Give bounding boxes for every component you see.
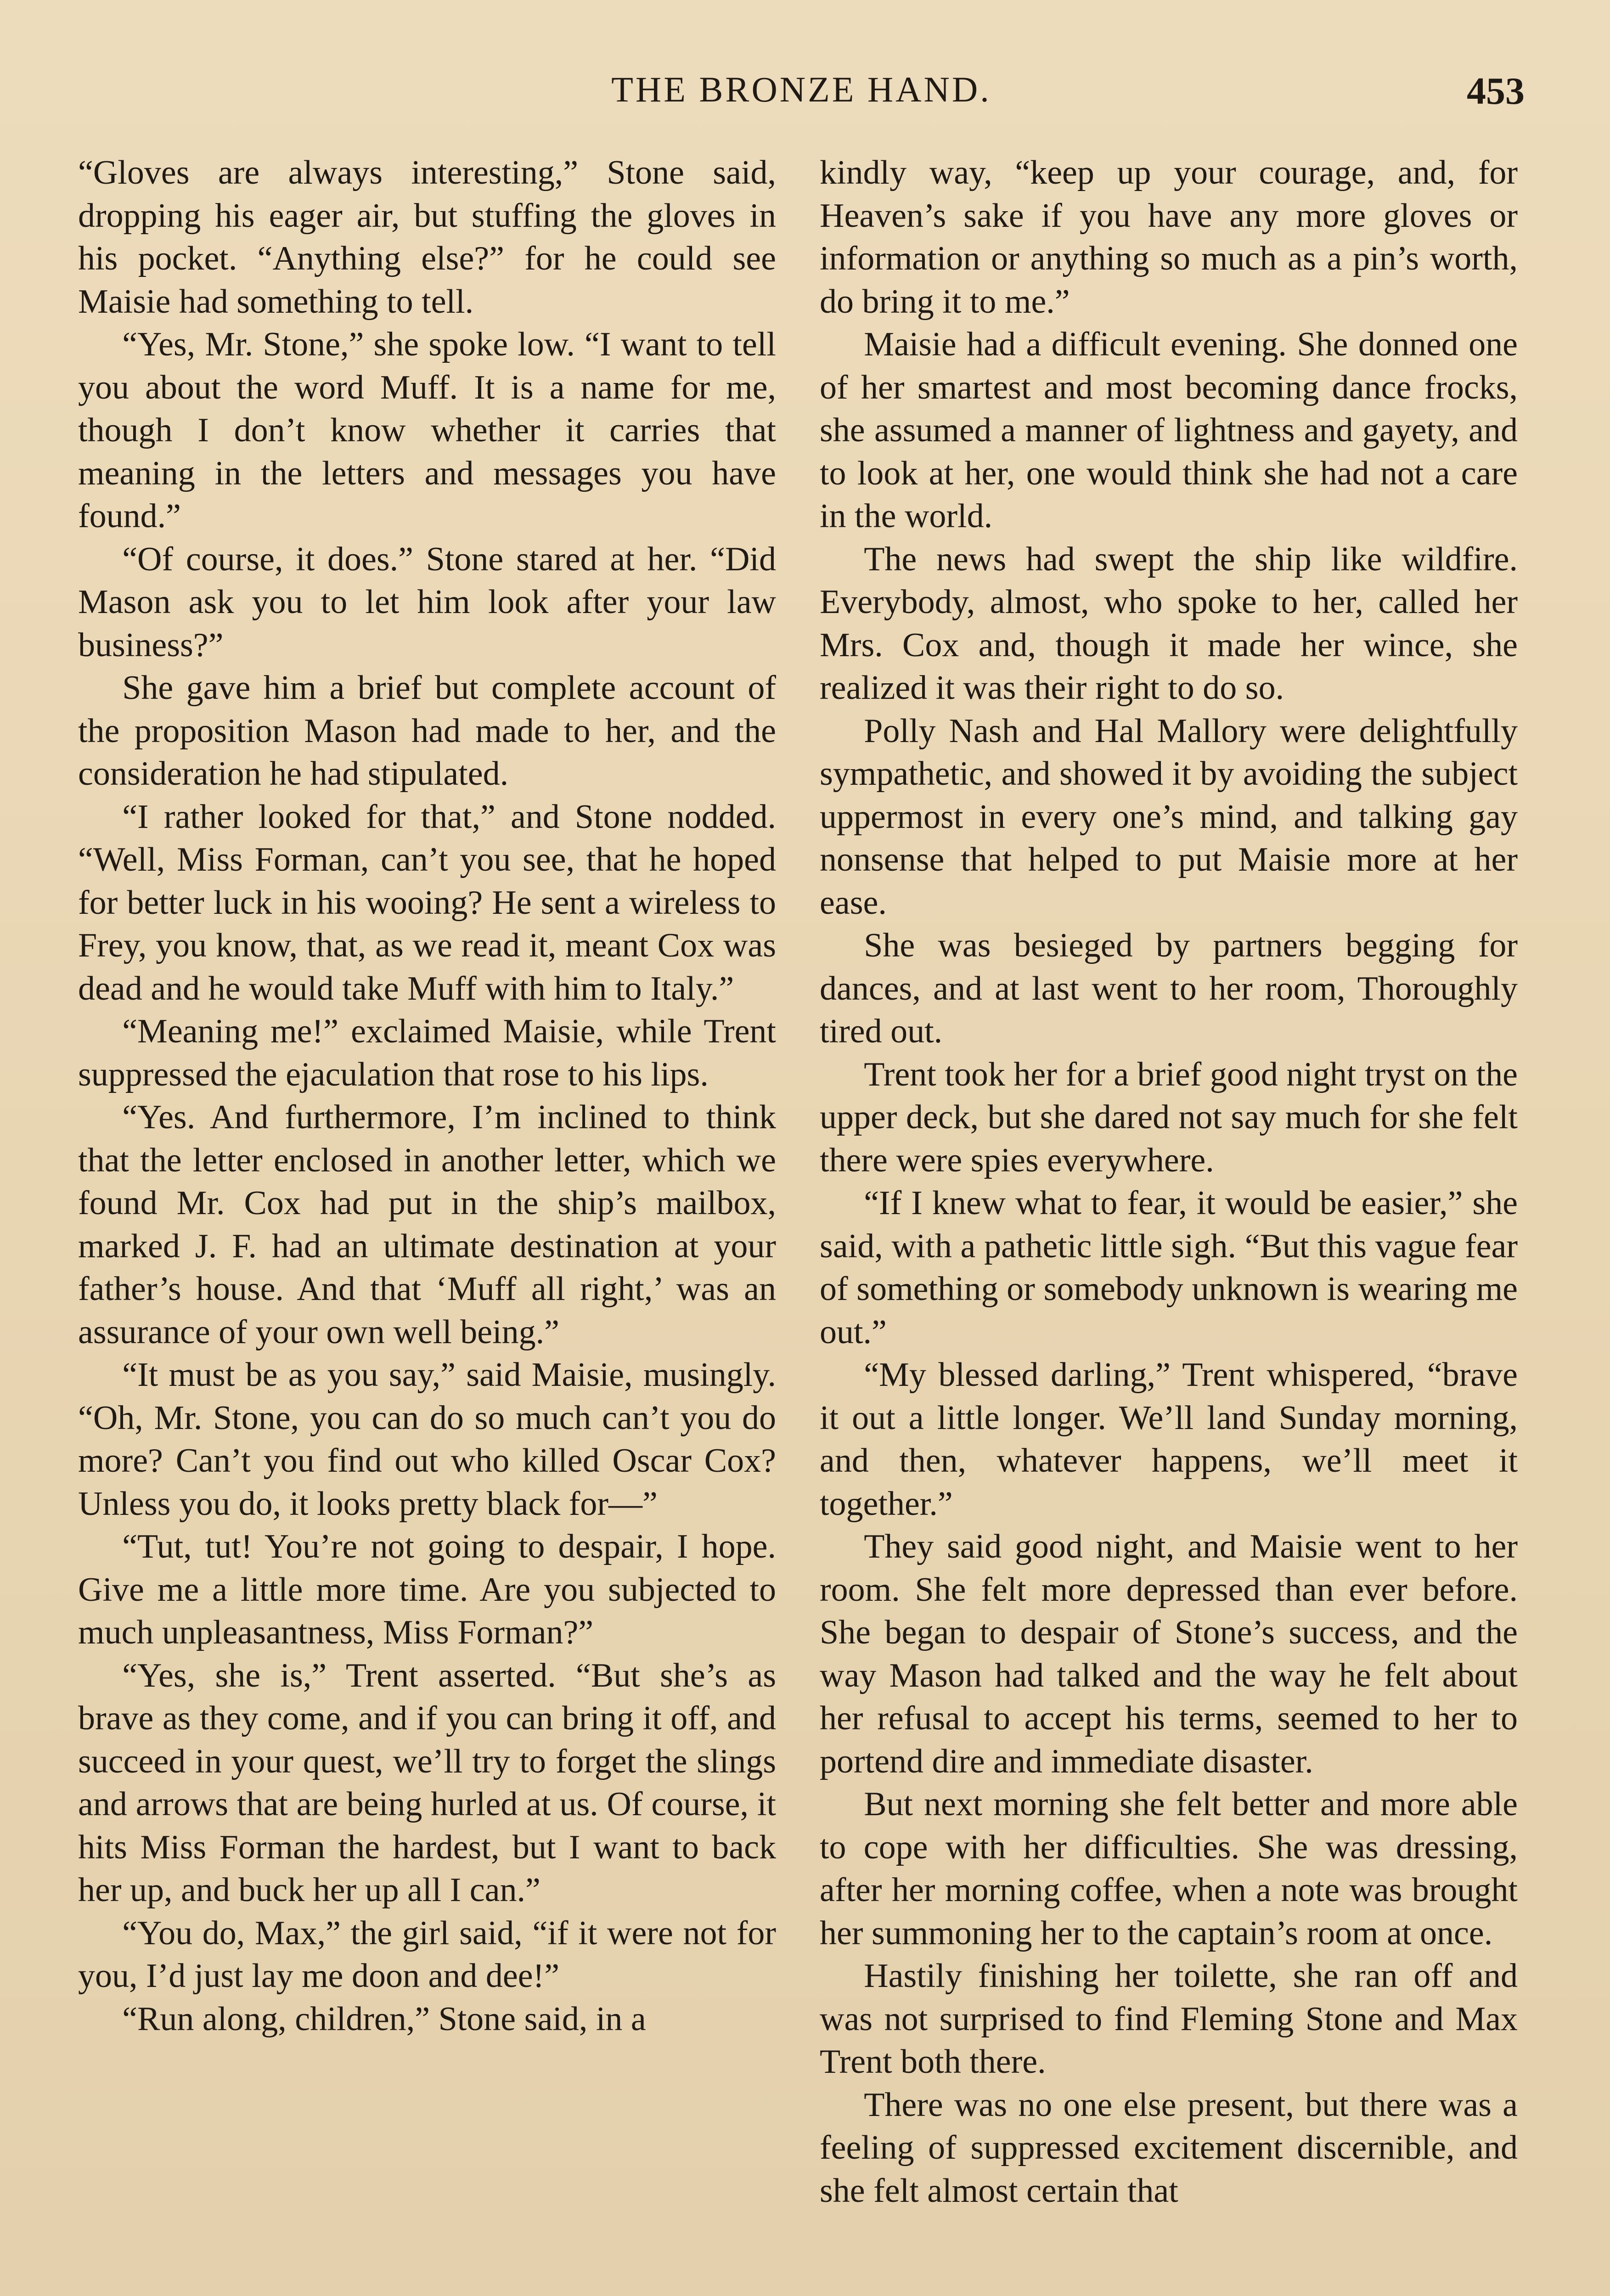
- paragraph: She was besieged by partners begging for dances, and at last went to her room, Thoroughly tired out.: [820, 927, 1518, 1050]
- paragraph: “Yes, she is,” Trent asserted. “But she’s as brave as they come, and if you can bring it off, and succeed in your quest, we’ll try to forget the slings and arrows that are being hurled at us. Of course, it hits Miss Forman the hardest, but I want to back her up, and buck her up all I can.”: [78, 1656, 776, 1909]
- paragraph: There was no one else present, but there was a feeling of suppressed excitement discernible, and she felt almost certain that: [820, 2086, 1518, 2210]
- page-header: [78, 69, 1525, 119]
- paragraph: “Gloves are always interesting,” Stone said, dropping his eager air, but stuffing the gloves in his pocket. “Anything else?” for he could see Maisie had something to tell.: [78, 154, 776, 321]
- paragraph: “Tut, tut! You’re not going to despair, I hope. Give me a little more time. Are you subjected to much unpleasantness, Miss Forman?”: [78, 1528, 776, 1651]
- paragraph: They said good night, and Maisie went to her room. She felt more depressed than ever before. She began to despair of Stone’s success, and the way Mason had talked and the way he felt about her refusal to accept his terms, seemed to her to portend dire and immediate disaster.: [820, 1528, 1518, 1780]
- paragraph: “My blessed darling,” Trent whispered, “brave it out a little longer. We’ll land Sunday morning, and then, whatever happens, we’ll meet it together.”: [820, 1356, 1518, 1523]
- left-text-column: [78, 152, 776, 2296]
- page-number: 453: [1467, 70, 1525, 113]
- paragraph: The news had swept the ship like wildfire. Everybody, almost, who spoke to her, called her Mrs. Cox and, though it made her wince, she realized it was their right to do so.: [820, 540, 1518, 707]
- paragraph: Maisie had a difficult evening. She donned one of her smartest and most becoming dance frocks, she assumed a manner of lightness and gayety, and to look at her, one would think she had not a care in the world.: [820, 326, 1518, 535]
- paragraph: “You do, Max,” the girl said, “if it were not for you, I’d just lay me doon and dee!”: [78, 1914, 776, 1995]
- paragraph: “Run along, children,” Stone said, in a: [122, 2000, 646, 2038]
- paragraph: “If I knew what to fear, it would be easier,” she said, with a pathetic little sigh. “But this vague fear of something or somebody unknown is wearing me out.”: [820, 1184, 1518, 1351]
- paragraph: Hastily finishing her toilette, she ran off and was not surprised to find Fleming Stone and Max Trent both there.: [820, 1957, 1518, 2081]
- running-title: THE BRONZE HAND.: [611, 69, 991, 109]
- right-text-column: [820, 152, 1518, 2296]
- paragraph: “Meaning me!” exclaimed Maisie, while Trent suppressed the ejaculation that rose to his lips.: [78, 1013, 776, 1093]
- paragraph: Polly Nash and Hal Mallory were delightfully sympathetic, and showed it by avoiding the subject uppermost in every one’s mind, and talking gay nonsense that helped to put Maisie more at her ease.: [820, 712, 1518, 922]
- paragraph: “I rather looked for that,” and Stone nodded. “Well, Miss Forman, can’t you see, that he hoped for better luck in his wooing? He sent a wireless to Frey, you know, that, as we read it, meant Cox was dead and he would take Muff with him to Italy.”: [78, 798, 776, 1007]
- paragraph: kindly way, “keep up your courage, and, for Heaven’s sake if you have any more gloves or information or anything so much as a pin’s worth, do bring it to me.”: [820, 154, 1518, 321]
- paragraph: “It must be as you say,” said Maisie, musingly. “Oh, Mr. Stone, you can do so much can’t you do more? Can’t you find out who killed Oscar Cox? Unless you do, it looks pretty black for—”: [78, 1356, 776, 1523]
- paragraph: But next morning she felt better and more able to cope with her difficulties. She was dressing, after her morning coffee, when a note was brought her summoning her to the captain’s room at once.: [820, 1785, 1518, 1952]
- paragraph: “Of course, it does.” Stone stared at her. “Did Mason ask you to let him look after your law business?”: [78, 540, 776, 664]
- paragraph: She gave him a brief but complete account of the proposition Mason had made to her, and the consideration he had stipulated.: [78, 669, 776, 793]
- paragraph: “Yes, Mr. Stone,” she spoke low. “I want to tell you about the word Muff. It is a name for me, though I don’t know whether it carries that meaning in the letters and messages you have found.”: [78, 326, 776, 535]
- paragraph: “Yes. And furthermore, I’m inclined to think that the letter enclosed in another letter, which we found Mr. Cox had put in the ship’s mailbox, marked J. F. had an ultimate destination at your father’s house. And that ‘Muff all right,’ was an assurance of your own well being.”: [78, 1098, 776, 1351]
- paragraph: Trent took her for a brief good night tryst on the upper deck, but she dared not say much for she felt there were spies everywhere.: [820, 1055, 1518, 1179]
